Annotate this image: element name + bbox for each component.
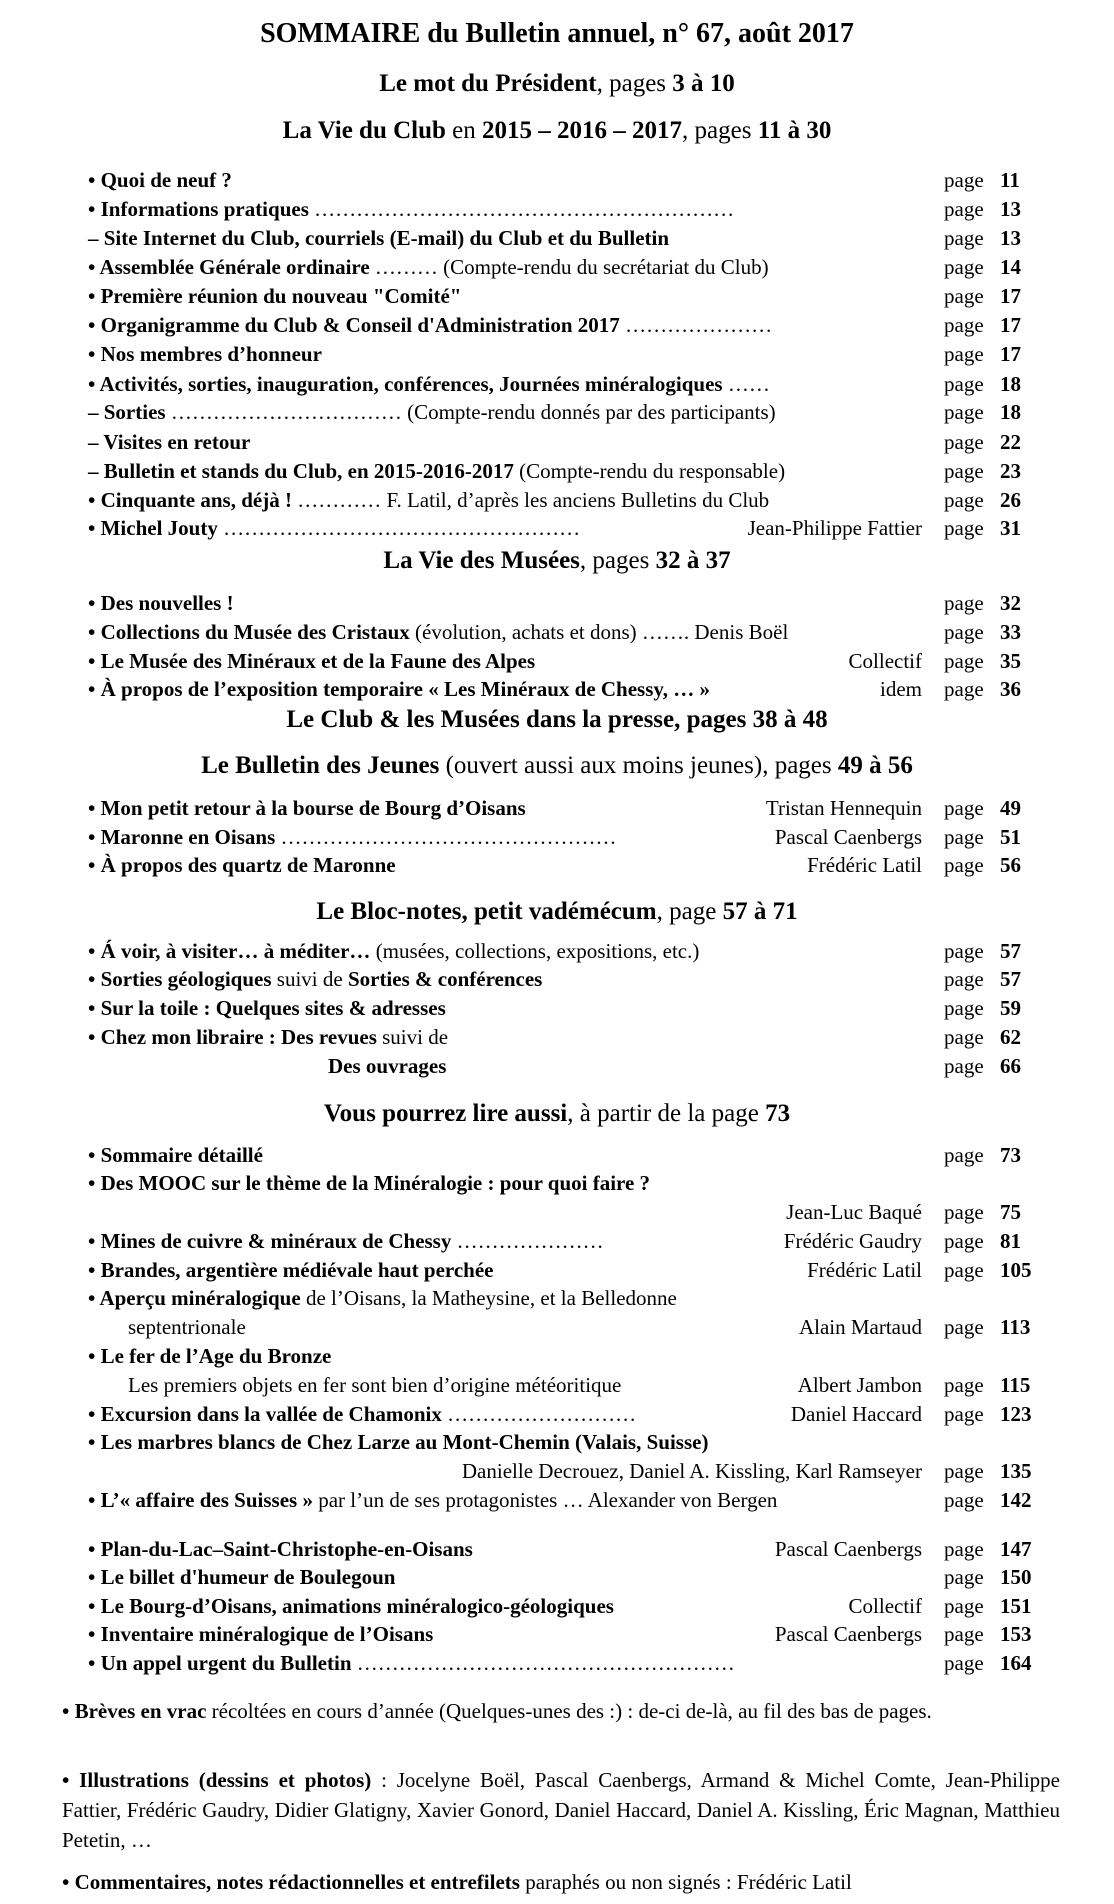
page-number: 49 bbox=[1000, 796, 1021, 820]
entry-author: Frédéric Latil bbox=[807, 1258, 922, 1282]
entry-text: • Brandes, argentière médiévale haut perchée bbox=[88, 1258, 494, 1282]
toc-entry bbox=[0, 1535, 1114, 1564]
entry-text: • Inventaire minéralogique de l’Oisans bbox=[88, 1622, 434, 1646]
entry-page: page 57 bbox=[944, 939, 1021, 963]
toc-entry bbox=[0, 457, 1114, 486]
section-presse bbox=[0, 706, 1114, 734]
toc-entry bbox=[0, 1486, 1114, 1515]
entry-page: page 17 bbox=[944, 284, 1021, 308]
entry-text: • Les marbres blancs de Chez Larze au Mont-Chemin (Valais, Suisse) bbox=[88, 1430, 709, 1454]
page-number: 147 bbox=[1000, 1537, 1032, 1561]
toc-entry bbox=[0, 1457, 1114, 1486]
entry-text: • Michel Jouty …………………………………………… bbox=[88, 516, 581, 540]
page-number: 22 bbox=[1000, 430, 1021, 454]
page-number: 123 bbox=[1000, 1402, 1032, 1426]
toc-entry bbox=[0, 340, 1114, 369]
toc-entry bbox=[0, 851, 1114, 880]
toc-entry bbox=[0, 1400, 1114, 1429]
entry-text: • Nos membres d’honneur bbox=[88, 342, 322, 366]
entry-text: • Mon petit retour à la bourse de Bourg d’Oisans bbox=[88, 796, 526, 820]
toc-entry bbox=[0, 589, 1114, 618]
page-number: 17 bbox=[1000, 342, 1021, 366]
page-number: 14 bbox=[1000, 255, 1021, 279]
entry-text: • Le Bourg-d’Oisans, animations minéralogico-géologiques bbox=[88, 1594, 614, 1618]
entry-page: page 164 bbox=[944, 1651, 1032, 1675]
toc-entry bbox=[0, 994, 1114, 1023]
entry-text: • À propos des quartz de Maronne bbox=[88, 853, 396, 877]
toc-entry bbox=[0, 486, 1114, 515]
page-number: 73 bbox=[1000, 1143, 1021, 1167]
entry-text: • Un appel urgent du Bulletin ……………………………………………… bbox=[88, 1651, 735, 1675]
page-number: 23 bbox=[1000, 459, 1021, 483]
entry-author: Alain Martaud bbox=[798, 1315, 922, 1339]
toc-entry bbox=[0, 166, 1114, 195]
entry-page: page 18 bbox=[944, 400, 1021, 424]
entry-page: page 26 bbox=[944, 488, 1021, 512]
entry-page: page 66 bbox=[944, 1054, 1021, 1078]
toc-entry bbox=[0, 1227, 1114, 1256]
entry-page: page 56 bbox=[944, 853, 1021, 877]
entry-page: page 35 bbox=[944, 649, 1021, 673]
entry-author: Frédéric Latil bbox=[807, 853, 922, 877]
entry-page: page 31 bbox=[944, 516, 1021, 540]
entry-page: page 49 bbox=[944, 796, 1021, 820]
toc-entry bbox=[0, 1256, 1114, 1285]
page-number: 33 bbox=[1000, 620, 1021, 644]
entry-text: • Sur la toile : Quelques sites & adresses bbox=[88, 996, 446, 1020]
entry-page: page 135 bbox=[944, 1459, 1032, 1483]
section-musees: La Vie des Musées, pages 32 à 37 bbox=[383, 547, 731, 574]
entry-page: page 62 bbox=[944, 1025, 1021, 1049]
entry-author: Jean-Luc Baqué bbox=[786, 1200, 922, 1224]
entry-page: page 17 bbox=[944, 342, 1021, 366]
entry-author: Pascal Caenbergs bbox=[774, 1622, 922, 1646]
footer-illustrations: • Illustrations (dessins et photos) : Jocelyne Boël, Pascal Caenbergs, Armand & Michel Comte, Jean-Philippe Fattier, Frédéric Gaudry, Didier Glatigny, Xavier Gonord, Daniel Haccard, Daniel A. Kissling, Éric Magnan, Matthieu Petetin, … bbox=[62, 1768, 1060, 1852]
entry-page: page 153 bbox=[944, 1622, 1032, 1646]
entry-text: – Visites en retour bbox=[88, 430, 251, 454]
page-number: 18 bbox=[1000, 400, 1021, 424]
entry-author: idem bbox=[880, 677, 922, 701]
entry-text: • Le fer de l’Age du Bronze bbox=[88, 1344, 332, 1368]
page-number: 153 bbox=[1000, 1622, 1032, 1646]
section-president: Le mot du Président, pages 3 à 10 bbox=[379, 70, 735, 97]
entry-page: page 33 bbox=[944, 620, 1021, 644]
entry-author: Pascal Caenbergs bbox=[774, 1537, 922, 1561]
entry-page: page 18 bbox=[944, 372, 1021, 396]
toc-entry bbox=[0, 618, 1114, 647]
entry-text: – Bulletin et stands du Club, en 2015-2016-2017 (Compte-rendu du responsable) bbox=[88, 459, 786, 483]
entry-page: page 75 bbox=[944, 1200, 1021, 1224]
entry-author: Daniel Haccard bbox=[790, 1402, 922, 1426]
entry-page: page 147 bbox=[944, 1537, 1032, 1561]
entry-text: • L’« affaire des Suisses » par l’un de ses protagonistes … Alexander von Bergen bbox=[88, 1488, 778, 1512]
entry-text: septentrionale bbox=[128, 1315, 246, 1339]
toc-entry bbox=[0, 1592, 1114, 1621]
entry-text: • Plan-du-Lac–Saint-Christophe-en-Oisans bbox=[88, 1537, 473, 1561]
entry-text: • Aperçu minéralogique de l’Oisans, la Matheysine, et la Belledonne bbox=[88, 1286, 677, 1310]
entry-author: Collectif bbox=[848, 1594, 922, 1618]
page-number: 18 bbox=[1000, 372, 1021, 396]
toc-entry bbox=[0, 1649, 1114, 1678]
page-number: 66 bbox=[1000, 1054, 1021, 1078]
toc-entry bbox=[0, 370, 1114, 399]
entry-page: page 13 bbox=[944, 226, 1021, 250]
page-number: 150 bbox=[1000, 1565, 1032, 1589]
page-number: 57 bbox=[1000, 939, 1021, 963]
entry-text: • Sommaire détaillé bbox=[88, 1143, 263, 1167]
page-number: 81 bbox=[1000, 1229, 1021, 1253]
entry-text: • Organigramme du Club & Conseil d'Administration 2017 ………………… bbox=[88, 313, 773, 337]
entry-text: • Cinquante ans, déjà ! ………… F. Latil, d’après les anciens Bulletins du Club bbox=[88, 488, 770, 512]
page-number: 13 bbox=[1000, 226, 1021, 250]
entry-page: page 57 bbox=[944, 967, 1021, 991]
toc-entry bbox=[0, 514, 1114, 543]
page-number: 164 bbox=[1000, 1651, 1032, 1675]
page-number: 31 bbox=[1000, 516, 1021, 540]
entry-author: Frédéric Gaudry bbox=[783, 1229, 922, 1253]
page-number: 105 bbox=[1000, 1258, 1032, 1282]
entry-text: • Collections du Musée des Cristaux (évolution, achats et dons) ……. Denis Boël bbox=[88, 620, 789, 644]
section-jeunes: Le Bulletin des Jeunes (ouvert aussi aux moins jeunes), pages 49 à 56 bbox=[201, 752, 913, 779]
toc-entry bbox=[0, 823, 1114, 852]
page-number: 135 bbox=[1000, 1459, 1032, 1483]
toc-entry bbox=[0, 1428, 1114, 1457]
entry-page: page 115 bbox=[944, 1373, 1031, 1397]
entry-text: • Quoi de neuf ? bbox=[88, 168, 232, 192]
entry-text: • Maronne en Oisans ………………………………………… bbox=[88, 825, 617, 849]
page-number: 11 bbox=[1000, 168, 1020, 192]
toc-entry bbox=[0, 1169, 1114, 1198]
entry-page: page 51 bbox=[944, 825, 1021, 849]
entry-text: • Des MOOC sur le thème de la Minéralogie : pour quoi faire ? bbox=[88, 1171, 651, 1195]
toc-entry bbox=[0, 1313, 1114, 1342]
entry-author: Collectif bbox=[848, 649, 922, 673]
page-number: 13 bbox=[1000, 197, 1021, 221]
toc-entry bbox=[0, 311, 1114, 340]
page-number: 59 bbox=[1000, 996, 1021, 1020]
toc-entry bbox=[0, 965, 1114, 994]
section-title: Le Bloc-notes, petit vadémécum bbox=[316, 898, 657, 925]
entry-page: page 13 bbox=[944, 197, 1021, 221]
entry-page: page 150 bbox=[944, 1565, 1032, 1589]
page-number: 75 bbox=[1000, 1200, 1021, 1224]
section-bloc: Le Bloc-notes, petit vadémécum, page 57 à 71 bbox=[316, 898, 798, 925]
entry-page: page 32 bbox=[944, 591, 1021, 615]
toc-entry bbox=[0, 1198, 1114, 1227]
page-number: 35 bbox=[1000, 649, 1021, 673]
toc-entry bbox=[0, 1284, 1114, 1313]
entry-author: Danielle Decrouez, Daniel A. Kissling, Karl Ramseyer bbox=[461, 1459, 922, 1483]
entry-page: page 123 bbox=[944, 1402, 1032, 1426]
entry-page: page 14 bbox=[944, 255, 1021, 279]
entry-page: page 142 bbox=[944, 1488, 1032, 1512]
toc-entry bbox=[0, 253, 1114, 282]
entry-text: • Activités, sorties, inauguration, conférences, Journées minéralogiques …… bbox=[88, 372, 770, 396]
entry-author: Tristan Hennequin bbox=[765, 796, 922, 820]
entry-text: Des ouvrages bbox=[328, 1054, 447, 1078]
toc-entry bbox=[0, 398, 1114, 427]
page-number: 56 bbox=[1000, 853, 1021, 877]
page-number: 115 bbox=[1000, 1373, 1031, 1397]
entry-text: • Á voir, à visiter… à méditer… (musées, collections, expositions, etc.) bbox=[88, 939, 700, 963]
document-title: SOMMAIRE du Bulletin annuel, n° 67, août 2017 bbox=[260, 18, 854, 49]
page-number: 113 bbox=[1000, 1315, 1031, 1339]
page-number: 32 bbox=[1000, 591, 1021, 615]
section-title: Vous pourrez lire aussi bbox=[323, 1100, 568, 1127]
entry-page: page 59 bbox=[944, 996, 1021, 1020]
toc-entry bbox=[0, 428, 1114, 457]
toc-entry bbox=[0, 1052, 1114, 1081]
entry-text: • Des nouvelles ! bbox=[88, 591, 234, 615]
section-title: La Vie des Musées bbox=[383, 547, 580, 574]
toc-entry bbox=[0, 675, 1114, 704]
entry-page: page 113 bbox=[944, 1315, 1031, 1339]
entry-page: page 17 bbox=[944, 313, 1021, 337]
page-number: 17 bbox=[1000, 313, 1021, 337]
toc-entry bbox=[0, 282, 1114, 311]
entry-page: page 105 bbox=[944, 1258, 1032, 1282]
page-number: 36 bbox=[1000, 677, 1021, 701]
toc-entry bbox=[0, 794, 1114, 823]
toc-entry bbox=[0, 1023, 1114, 1052]
entry-author: Jean-Philippe Fattier bbox=[747, 516, 922, 540]
page-number: 142 bbox=[1000, 1488, 1032, 1512]
page-number: 57 bbox=[1000, 967, 1021, 991]
entry-text: • Première réunion du nouveau "Comité" bbox=[88, 284, 462, 308]
section-title: Le Club & les Musées dans la presse, pages 38 à 48 bbox=[286, 706, 828, 733]
entry-page: page 36 bbox=[944, 677, 1021, 701]
toc-entry bbox=[0, 195, 1114, 224]
section-title: La Vie du Club bbox=[282, 117, 446, 144]
entry-text: Les premiers objets en fer sont bien d’origine météoritique bbox=[128, 1373, 622, 1397]
entry-text: • Informations pratiques …………………………………………………… bbox=[88, 197, 735, 221]
section-title: Le Bulletin des Jeunes bbox=[201, 752, 440, 779]
toc-entry bbox=[0, 224, 1114, 253]
section-title: Le mot du Président bbox=[379, 70, 597, 97]
toc-entry bbox=[0, 1620, 1114, 1649]
entry-text: • Mines de cuivre & minéraux de Chessy ………………… bbox=[88, 1229, 604, 1253]
toc-entry bbox=[0, 647, 1114, 676]
entry-page: page 11 bbox=[944, 168, 1020, 192]
toc-entry bbox=[0, 937, 1114, 966]
entry-text: • Sorties géologiques suivi de Sorties & conférences bbox=[88, 967, 543, 991]
entry-text: • Le billet d'humeur de Boulegoun bbox=[88, 1565, 396, 1589]
entry-text: • Excursion dans la vallée de Chamonix ……………………… bbox=[88, 1402, 637, 1426]
entry-page: page 23 bbox=[944, 459, 1021, 483]
page-number: 62 bbox=[1000, 1025, 1021, 1049]
toc-entry bbox=[0, 1342, 1114, 1371]
footer-commentaires: • Commentaires, notes rédactionnelles et entrefilets paraphés ou non signés : Frédéric Latil bbox=[62, 1870, 852, 1894]
page-number: 51 bbox=[1000, 825, 1021, 849]
footer-breves: • Brèves en vrac récoltées en cours d’année (Quelques-unes des :) : de-ci de-là, au fil des bas de pages. bbox=[62, 1699, 932, 1723]
entry-page: page 151 bbox=[944, 1594, 1032, 1618]
entry-text: – Site Internet du Club, courriels (E-mail) du Club et du Bulletin bbox=[88, 226, 670, 250]
entry-author: Pascal Caenbergs bbox=[774, 825, 922, 849]
page-number: 151 bbox=[1000, 1594, 1032, 1618]
entry-text: • À propos de l’exposition temporaire « Les Minéraux de Chessy, … » bbox=[88, 677, 710, 701]
page-number: 17 bbox=[1000, 284, 1021, 308]
section-club: La Vie du Club en 2015 – 2016 – 2017, pages 11 à 30 bbox=[282, 117, 832, 144]
entry-text: • Le Musée des Minéraux et de la Faune des Alpes bbox=[88, 649, 536, 673]
entry-page: page 22 bbox=[944, 430, 1021, 454]
section-lire: Vous pourrez lire aussi, à partir de la page 73 bbox=[323, 1100, 791, 1127]
entry-text: • Chez mon libraire : Des revues suivi de bbox=[88, 1025, 449, 1049]
entry-author: Albert Jambon bbox=[797, 1373, 922, 1397]
entry-text: – Sorties …………………………… (Compte-rendu donnés par des participants) bbox=[88, 400, 776, 424]
entry-page: page 73 bbox=[944, 1143, 1021, 1167]
entry-text: • Assemblée Générale ordinaire ……… (Compte-rendu du secrétariat du Club) bbox=[88, 255, 769, 279]
page-number: 26 bbox=[1000, 488, 1021, 512]
entry-page: page 81 bbox=[944, 1229, 1021, 1253]
toc-entry bbox=[0, 1141, 1114, 1170]
toc-entry bbox=[0, 1563, 1114, 1592]
toc-entry bbox=[0, 1371, 1114, 1400]
